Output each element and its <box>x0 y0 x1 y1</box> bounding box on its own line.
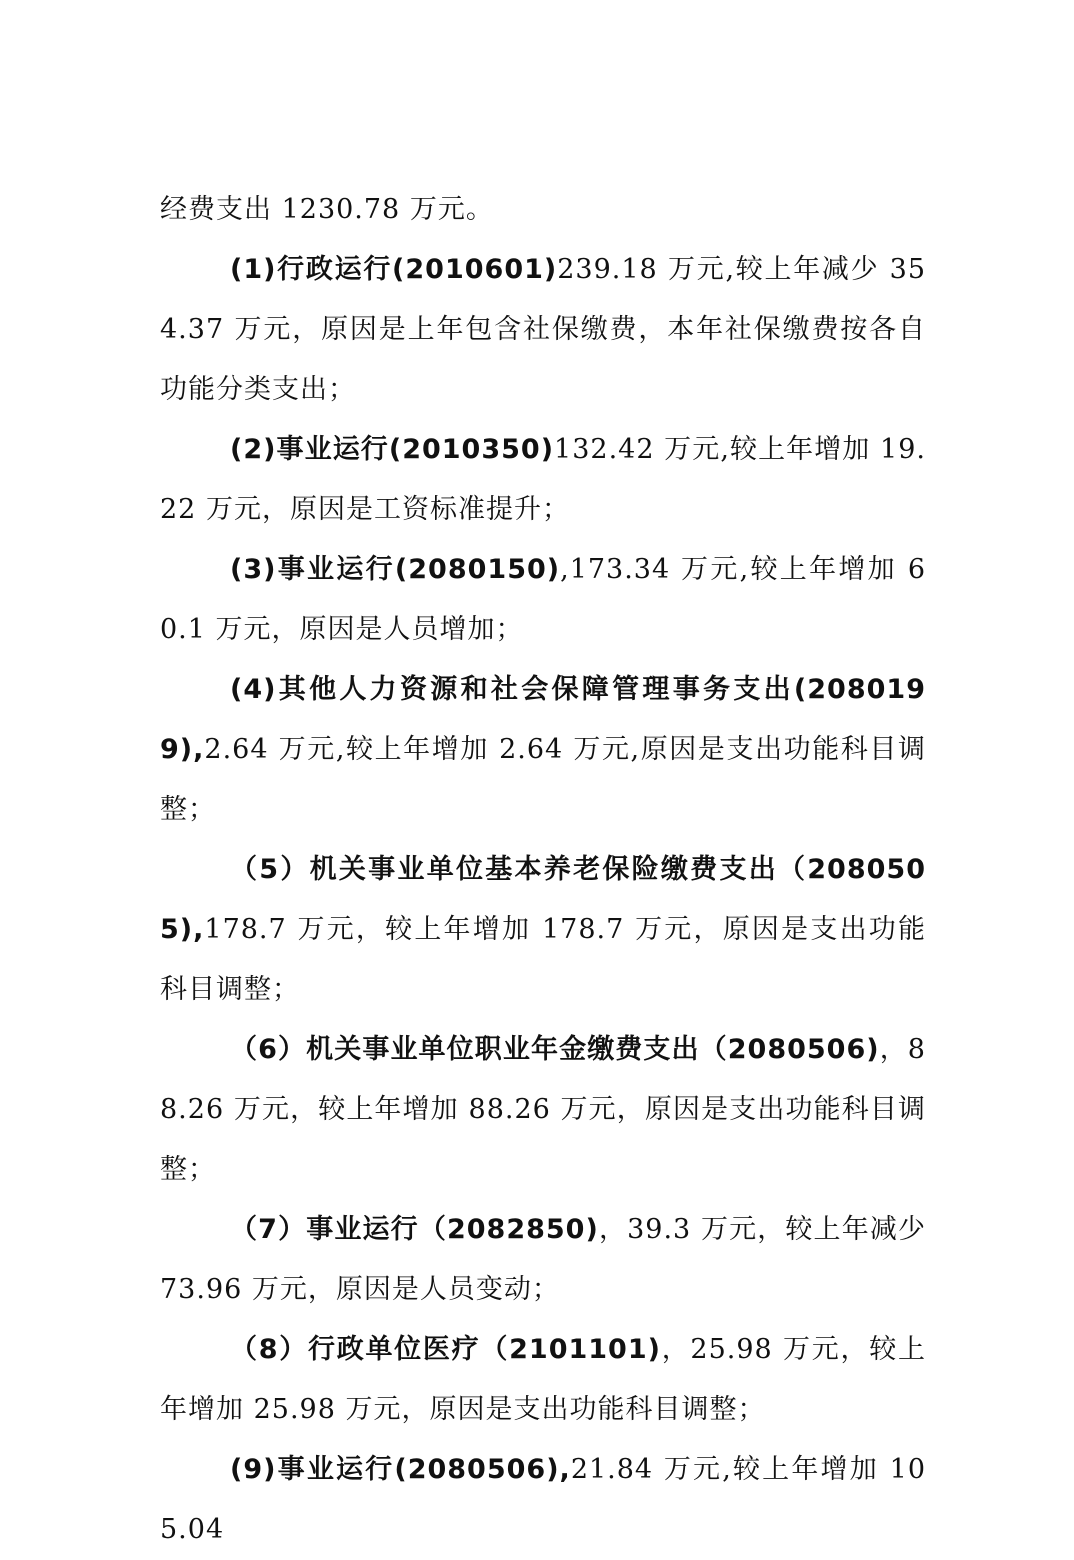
item-body-3: ,173.34 万元,较上年增加 60.1 万元，原因是人员增加； <box>160 554 926 645</box>
item-heading-1: (1)行政运行(2010601) <box>230 254 558 285</box>
item-body-9: 21.84 万元,较上年增加 105.04 <box>160 1454 926 1545</box>
item-paragraph-1 <box>160 240 926 420</box>
item-paragraph-9 <box>160 1440 926 1560</box>
intro-paragraph: 经费支出 1230.78 万元。 <box>160 194 494 225</box>
item-paragraph-2 <box>160 420 926 540</box>
item-heading-9: (9)事业运行(2080506), <box>230 1454 571 1485</box>
item-heading-7: （7）事业运行（2082850) <box>230 1214 599 1245</box>
item-heading-5: （5）机关事业单位基本养老保险缴费支出（2080505), <box>160 854 926 945</box>
item-paragraph-6 <box>160 1020 926 1200</box>
item-body-4: 2.64 万元,较上年增加 2.64 万元,原因是支出功能科目调整； <box>160 734 926 825</box>
item-paragraph-3 <box>160 540 926 660</box>
item-heading-8: （8）行政单位医疗（2101101) <box>230 1334 661 1365</box>
item-body-8: ，25.98 万元，较上年增加 25.98 万元，原因是支出功能科目调整； <box>160 1334 926 1425</box>
document-page <box>160 180 926 1560</box>
item-paragraph-5 <box>160 840 926 1020</box>
item-heading-2: (2)事业运行(2010350) <box>230 434 555 465</box>
item-body-7: ，39.3 万元，较上年减少 73.96 万元，原因是人员变动； <box>160 1214 927 1305</box>
item-body-1: 239.18 万元,较上年减少 354.37 万元，原因是上年包含社保缴费，本年社保缴费按各自功能分类支出； <box>160 254 927 405</box>
item-body-5: 178.7 万元，较上年增加 178.7 万元，原因是支出功能科目调整； <box>160 914 926 1005</box>
item-heading-3: (3)事业运行(2080150) <box>230 554 561 585</box>
item-paragraph-7 <box>160 1200 926 1320</box>
item-body-2: 132.42 万元,较上年增加 19.22 万元，原因是工资标准提升； <box>160 434 926 525</box>
item-paragraph-8 <box>160 1320 926 1440</box>
item-paragraph-4 <box>160 660 926 840</box>
item-body-6: ，88.26 万元，较上年增加 88.26 万元，原因是支出功能科目调整； <box>160 1034 926 1185</box>
item-heading-6: （6）机关事业单位职业年金缴费支出（2080506) <box>230 1034 880 1065</box>
item-heading-4: (4)其他人力资源和社会保障管理事务支出(2080199), <box>160 674 926 765</box>
